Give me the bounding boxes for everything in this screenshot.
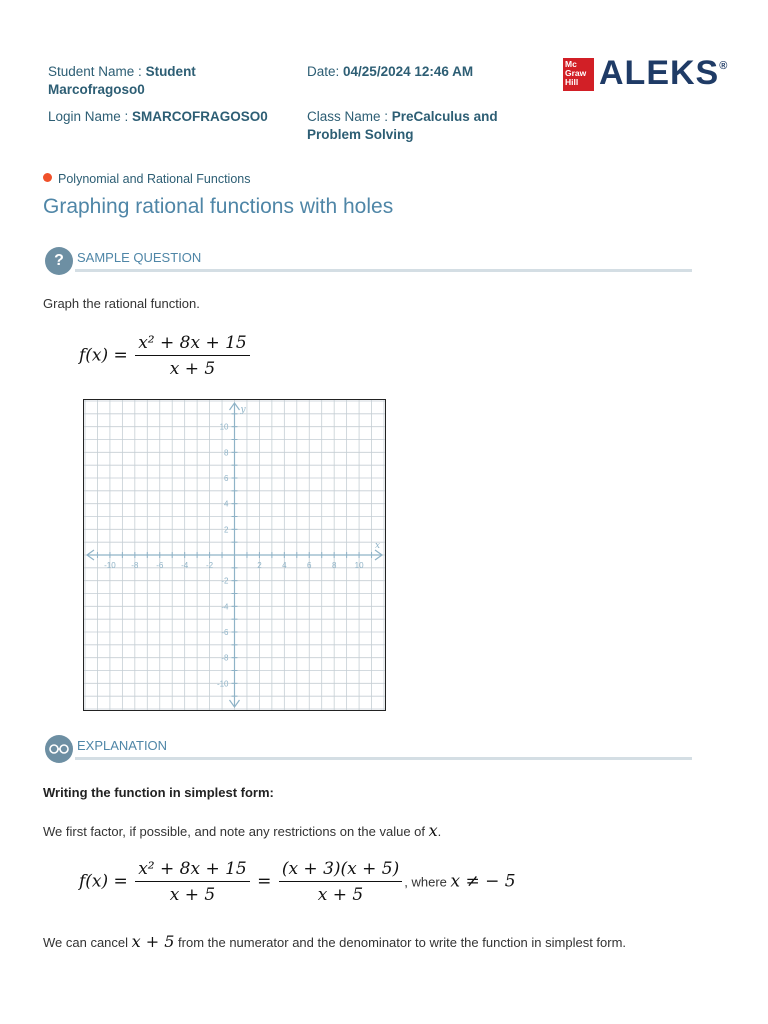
explanation-paragraph-1 xyxy=(43,821,441,840)
y-tick-label: -8 xyxy=(221,653,229,663)
glasses-icon xyxy=(45,735,73,763)
student-name xyxy=(48,63,278,99)
y-axis-label: y xyxy=(240,405,246,415)
y-tick-label: 2 xyxy=(224,525,229,535)
y-tick-label: -10 xyxy=(216,679,229,689)
equation-denominator-2: x + 5 xyxy=(317,885,364,905)
restriction-expression: x ≠ − 5 xyxy=(450,871,516,892)
equation-denominator-1: x + 5 xyxy=(169,885,216,905)
question-prompt: Graph the rational function. xyxy=(43,296,200,311)
page-title: Graphing rational functions with holes xyxy=(43,195,394,218)
topic-dot-icon xyxy=(43,173,52,182)
question-denominator: x + 5 xyxy=(169,359,216,379)
logo-line-1: Mc xyxy=(565,59,577,69)
sample-question-divider xyxy=(75,269,692,272)
date xyxy=(307,63,537,81)
class-name xyxy=(307,108,522,144)
paragraph-2-suffix: from the numerator and the denominator to write the function in simplest form. xyxy=(174,935,627,950)
student-name-label: Student Name : xyxy=(48,64,146,79)
mcgraw-hill-logo xyxy=(563,58,594,91)
graph-panel[interactable] xyxy=(83,399,386,711)
explanation-divider xyxy=(75,757,692,760)
question-icon xyxy=(45,247,73,275)
factored-equation xyxy=(79,859,516,905)
explanation-subheading: Writing the function in simplest form: xyxy=(43,785,274,800)
login-name-value: SMARCOFRAGOSO0 xyxy=(132,109,268,124)
logo-line-2: Graw xyxy=(565,68,587,78)
logo-line-3: Hill xyxy=(565,77,579,87)
x-tick-label: 10 xyxy=(354,561,364,570)
y-tick-label: -6 xyxy=(221,628,229,637)
equation-numerator-2: (x + 3)(x + 5) xyxy=(279,859,402,882)
equation-fraction-2 xyxy=(279,859,402,905)
question-numerator: x² + 8x + 15 xyxy=(135,333,250,356)
y-tick-label: 6 xyxy=(224,474,229,483)
paragraph-2-expression: x + 5 xyxy=(131,932,175,951)
glasses-glyph xyxy=(48,743,70,755)
graph-canvas[interactable] xyxy=(84,400,385,710)
restriction-prefix: , where xyxy=(404,874,451,890)
x-axis-label: x xyxy=(375,541,381,551)
topic-category xyxy=(43,172,250,186)
y-tick-label: -4 xyxy=(221,602,229,612)
x-tick-label: -8 xyxy=(131,561,139,570)
x-tick-label: 6 xyxy=(307,561,312,570)
x-tick-label: 8 xyxy=(331,561,337,570)
y-tick-label: 8 xyxy=(224,448,229,458)
question-function xyxy=(79,333,252,379)
aleks-logo xyxy=(599,54,728,93)
x-tick-label: -2 xyxy=(206,561,214,570)
x-tick-label: -10 xyxy=(104,561,116,570)
x-tick-label: 2 xyxy=(257,561,262,570)
paragraph-1-variable: x xyxy=(428,821,438,840)
x-tick-label: 4 xyxy=(282,561,287,570)
x-tick-label: -4 xyxy=(181,561,189,570)
login-name-label: Login Name : xyxy=(48,109,133,124)
equation-fraction-1 xyxy=(135,859,250,905)
explanation-label: EXPLANATION xyxy=(77,738,168,753)
function-lhs: f(x) = xyxy=(79,345,128,366)
question-glyph: ? xyxy=(54,252,64,269)
student-name-value: Student Marcofragoso0 xyxy=(48,64,196,97)
equation-lhs: f(x) = xyxy=(79,871,128,892)
class-name-value: PreCalculus and Problem Solving xyxy=(307,109,498,142)
class-name-label: Class Name : xyxy=(307,109,392,124)
x-tick-label: -6 xyxy=(156,561,164,570)
y-tick-label: 4 xyxy=(224,499,229,509)
y-tick-label: -2 xyxy=(221,576,229,586)
date-label: Date: xyxy=(307,64,344,79)
y-tick-label: 10 xyxy=(219,422,229,432)
topic-category-label: Polynomial and Rational Functions xyxy=(58,172,251,186)
aleks-logo-text: ALEKS xyxy=(599,54,720,92)
equation-numerator-1: x² + 8x + 15 xyxy=(135,859,250,882)
sample-question-label: SAMPLE QUESTION xyxy=(77,250,202,265)
paragraph-2-prefix: We can cancel xyxy=(43,935,132,950)
login-name xyxy=(48,108,288,126)
question-fraction xyxy=(135,333,250,379)
paragraph-1-suffix: . xyxy=(437,824,442,839)
registered-mark: ® xyxy=(719,60,729,72)
date-value: 04/25/2024 12:46 AM xyxy=(343,64,474,79)
explanation-paragraph-2 xyxy=(43,932,626,951)
equation-equals: = xyxy=(257,871,272,892)
paragraph-1-prefix: We first factor, if possible, and note any restrictions on the value of xyxy=(43,824,429,839)
